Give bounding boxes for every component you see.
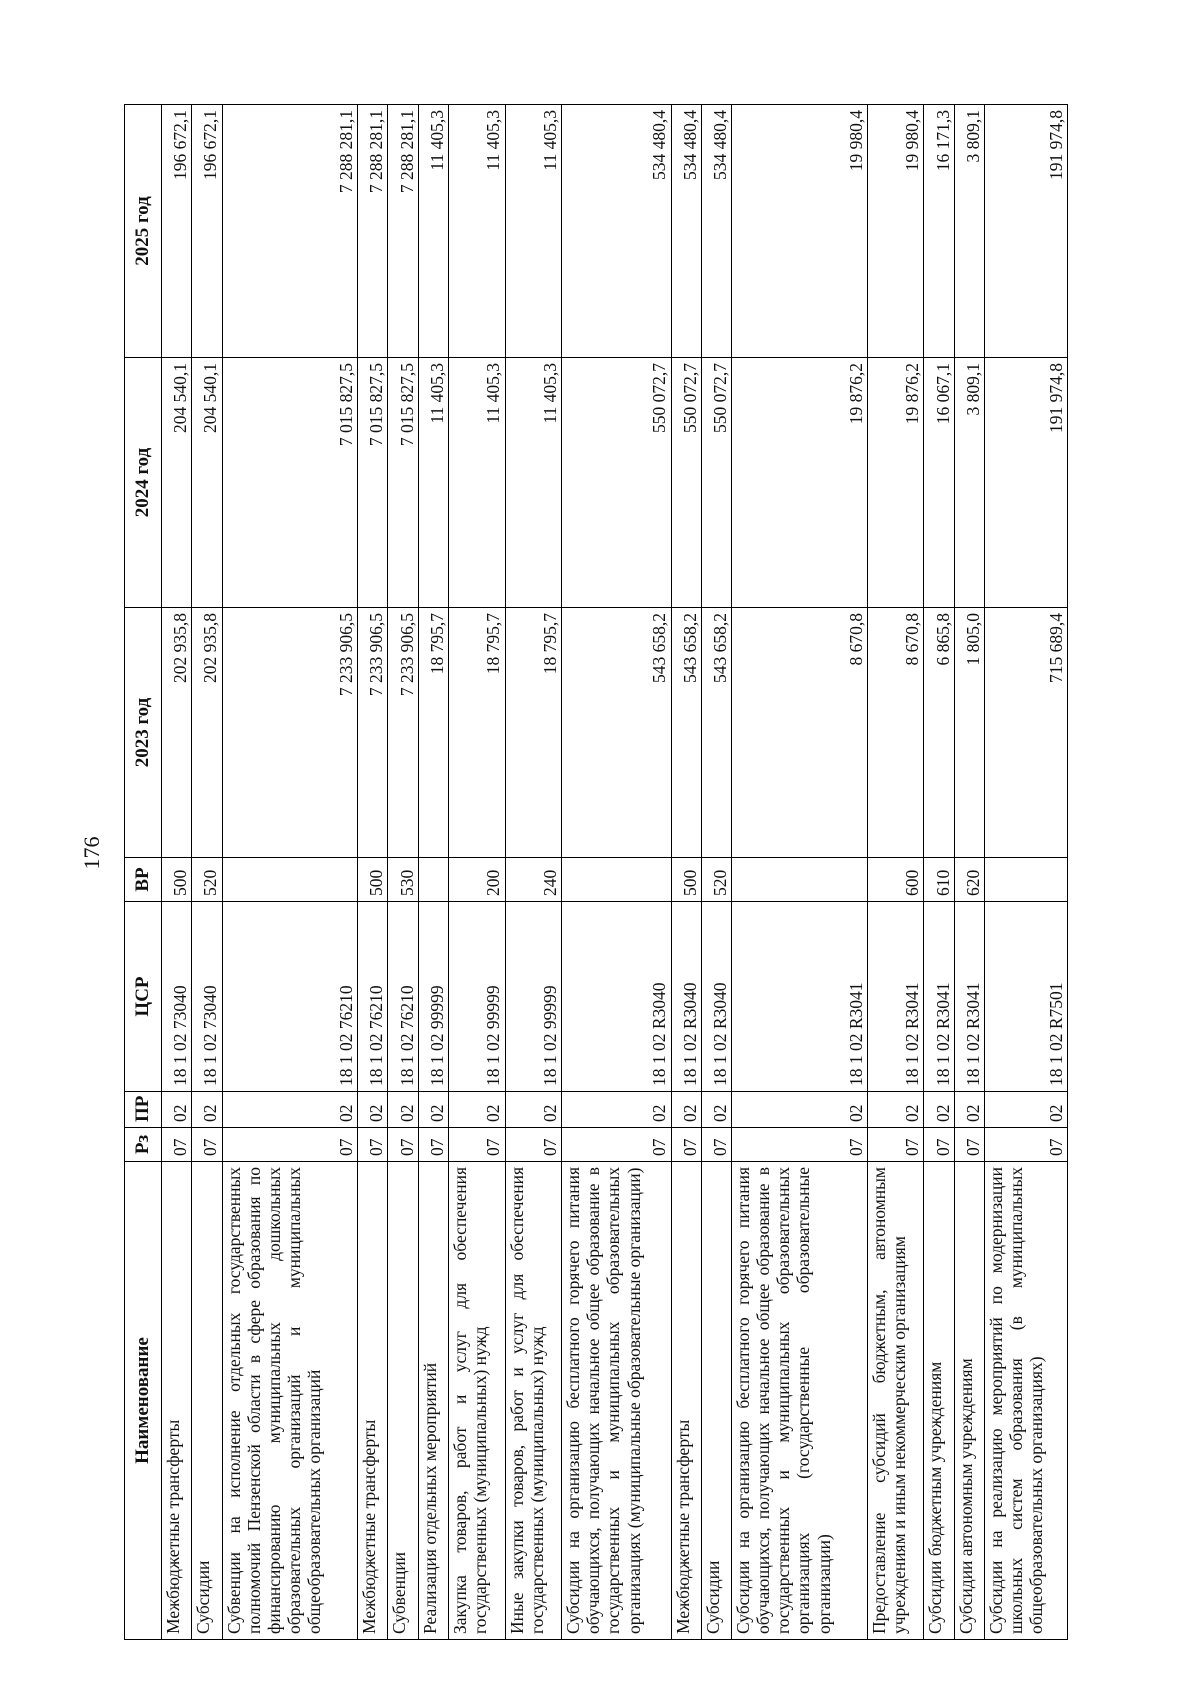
header-rz: Рз [125,1128,162,1162]
row-2024: 204 540,1 [162,358,192,608]
row-vr: 500 [358,858,388,902]
row-2025: 11 405,3 [505,105,562,358]
row-csr: 18 1 02 R3041 [954,902,984,1092]
row-rz: 07 [671,1128,701,1162]
row-vr: 520 [192,858,222,902]
row-name: Субвенции на исполнение отдельных государственных полномочий Пензенской области в сфере образования по финансированию муниципальных дошкольных образовательных организаций и муниципальных общеобразовательных организаций [222,1162,358,1640]
header-pr: ПР [125,1092,162,1128]
row-2024: 19 876,2 [867,358,924,608]
row-pr: 02 [388,1092,418,1128]
row-2023: 7 233 906,5 [388,608,418,858]
row-rz: 07 [701,1128,731,1162]
row-csr: 18 1 02 99999 [418,902,448,1092]
row-rz: 07 [954,1128,984,1162]
row-rz: 07 [448,1128,505,1162]
row-2023: 7 233 906,5 [222,608,358,858]
row-2025: 196 672,1 [192,105,222,358]
row-2025: 3 809,1 [954,105,984,358]
row-vr: 610 [924,858,954,902]
row-pr: 02 [222,1092,358,1128]
row-2023: 18 795,7 [418,608,448,858]
row-2023: 543 658,2 [671,608,701,858]
row-csr: 18 1 02 R7501 [984,902,1067,1092]
row-pr: 02 [732,1092,868,1128]
header-2024: 2024 год [125,358,162,608]
row-2025: 16 171,3 [924,105,954,358]
row-vr: 520 [701,858,731,902]
row-csr: 18 1 02 99999 [505,902,562,1092]
row-2024: 19 876,2 [732,358,868,608]
row-2025: 7 288 281,1 [358,105,388,358]
row-2025: 19 980,4 [867,105,924,358]
row-rz: 07 [192,1128,222,1162]
table-row [562,105,671,1640]
row-2025: 191 974,8 [984,105,1067,358]
row-rz: 07 [924,1128,954,1162]
row-2025: 11 405,3 [448,105,505,358]
row-vr: 500 [162,858,192,902]
row-pr: 02 [867,1092,924,1128]
row-rz: 07 [358,1128,388,1162]
row-rz: 07 [867,1128,924,1162]
header-vr: ВР [125,858,162,902]
table-row [671,105,701,1640]
row-2023: 715 689,4 [984,608,1067,858]
row-csr: 18 1 02 76210 [388,902,418,1092]
row-vr [418,858,448,902]
row-2025: 196 672,1 [162,105,192,358]
row-vr [984,858,1067,902]
row-2023: 543 658,2 [701,608,731,858]
row-2024: 7 015 827,5 [358,358,388,608]
row-2024: 550 072,7 [671,358,701,608]
table-row [867,105,924,1640]
row-vr [562,858,671,902]
row-csr: 18 1 02 R3041 [924,902,954,1092]
row-2024: 16 067,1 [924,358,954,608]
row-name: Субсидии на организацию бесплатного горячего питания обучающихся, получающих начальное общее образование в государственных и муниципальных образовательных организациях (муниципальные образовательные организации) [562,1162,671,1640]
table-row [222,105,358,1640]
row-vr [222,858,358,902]
row-2025: 534 480,4 [671,105,701,358]
table-row [418,105,448,1640]
row-pr: 02 [701,1092,731,1128]
row-2024: 3 809,1 [954,358,984,608]
row-name: Предоставление субсидий бюджетным, автономным учреждениям и иным некоммерческим организациям [867,1162,924,1640]
table-row [701,105,731,1640]
row-csr: 18 1 02 R3040 [701,902,731,1092]
row-rz: 07 [222,1128,358,1162]
row-2024: 7 015 827,5 [388,358,418,608]
row-csr: 18 1 02 76210 [358,902,388,1092]
row-csr: 18 1 02 99999 [448,902,505,1092]
row-csr: 18 1 02 76210 [222,902,358,1092]
row-pr: 02 [448,1092,505,1128]
table-row [984,105,1067,1640]
row-2024: 11 405,3 [448,358,505,608]
row-2023: 1 805,0 [954,608,984,858]
row-2024: 7 015 827,5 [222,358,358,608]
row-2023: 202 935,8 [162,608,192,858]
row-vr: 240 [505,858,562,902]
row-rz: 07 [562,1128,671,1162]
row-2023: 7 233 906,5 [358,608,388,858]
row-csr: 18 1 02 73040 [192,902,222,1092]
row-vr: 620 [954,858,984,902]
row-csr: 18 1 02 R3041 [867,902,924,1092]
row-name: Закупка товаров, работ и услуг для обеспечения государственных (муниципальных) нужд [448,1162,505,1640]
row-vr [732,858,868,902]
rotated-table-container [124,105,1068,1640]
row-name: Субвенции [388,1162,418,1640]
table-row [358,105,388,1640]
table-row [162,105,192,1640]
row-2025: 7 288 281,1 [388,105,418,358]
row-2024: 550 072,7 [562,358,671,608]
table-row [388,105,418,1640]
row-2024: 11 405,3 [418,358,448,608]
row-2025: 534 480,4 [701,105,731,358]
row-rz: 07 [984,1128,1067,1162]
row-name: Межбюджетные трансферты [671,1162,701,1640]
header-2023: 2023 год [125,608,162,858]
row-name: Субсидии [701,1162,731,1640]
row-vr: 530 [388,858,418,902]
table-row [448,105,505,1640]
row-2023: 202 935,8 [192,608,222,858]
row-pr: 02 [162,1092,192,1128]
row-pr: 02 [418,1092,448,1128]
table-row [924,105,954,1640]
row-name: Субсидии на реализацию мероприятий по модернизации школьных систем образования (в муниципальных общеобразовательных организациях) [984,1162,1067,1640]
row-2025: 19 980,4 [732,105,868,358]
row-rz: 07 [388,1128,418,1162]
row-name: Субсидии бюджетным учреждениям [924,1162,954,1640]
row-csr: 18 1 02 R3040 [671,902,701,1092]
row-name: Субсидии на организацию бесплатного горячего питания обучающихся, получающих начальное общее образование в государственных и муниципальных образовательных организациях (государственные образовательные организации) [732,1162,868,1640]
table-row [732,105,868,1640]
row-2024: 204 540,1 [192,358,222,608]
row-rz: 07 [162,1128,192,1162]
row-rz: 07 [505,1128,562,1162]
row-2025: 7 288 281,1 [222,105,358,358]
row-2023: 8 670,8 [867,608,924,858]
table-header-row [125,105,162,1640]
row-name: Межбюджетные трансферты [358,1162,388,1640]
header-name: Наименование [125,1162,162,1640]
row-2024: 11 405,3 [505,358,562,608]
row-name: Иные закупки товаров, работ и услуг для обеспечения государственных (муниципальных) нужд [505,1162,562,1640]
row-name: Межбюджетные трансферты [162,1162,192,1640]
row-name: Субсидии автономным учреждениям [954,1162,984,1640]
row-csr: 18 1 02 R3041 [732,902,868,1092]
budget-table [124,104,1068,1640]
table-row [505,105,562,1640]
row-csr: 18 1 02 73040 [162,902,192,1092]
row-pr: 02 [954,1092,984,1128]
row-2025: 534 480,4 [562,105,671,358]
row-rz: 07 [732,1128,868,1162]
row-name: Реализация отдельных мероприятий [418,1162,448,1640]
row-2024: 550 072,7 [701,358,731,608]
row-2023: 18 795,7 [505,608,562,858]
row-2024: 191 974,8 [984,358,1067,608]
row-2025: 11 405,3 [418,105,448,358]
row-vr: 500 [671,858,701,902]
row-pr: 02 [984,1092,1067,1128]
row-pr: 02 [505,1092,562,1128]
table-row [192,105,222,1640]
header-2025: 2025 год [125,105,162,358]
row-pr: 02 [358,1092,388,1128]
row-pr: 02 [924,1092,954,1128]
header-csr: ЦСР [125,902,162,1092]
row-vr: 200 [448,858,505,902]
page-number: 176 [79,836,104,870]
row-2023: 543 658,2 [562,608,671,858]
row-rz: 07 [418,1128,448,1162]
row-pr: 02 [671,1092,701,1128]
row-pr: 02 [192,1092,222,1128]
row-pr: 02 [562,1092,671,1128]
row-name: Субсидии [192,1162,222,1640]
row-2023: 6 865,8 [924,608,954,858]
row-2023: 8 670,8 [732,608,868,858]
row-csr: 18 1 02 R3040 [562,902,671,1092]
row-vr: 600 [867,858,924,902]
table-row [954,105,984,1640]
row-2023: 18 795,7 [448,608,505,858]
